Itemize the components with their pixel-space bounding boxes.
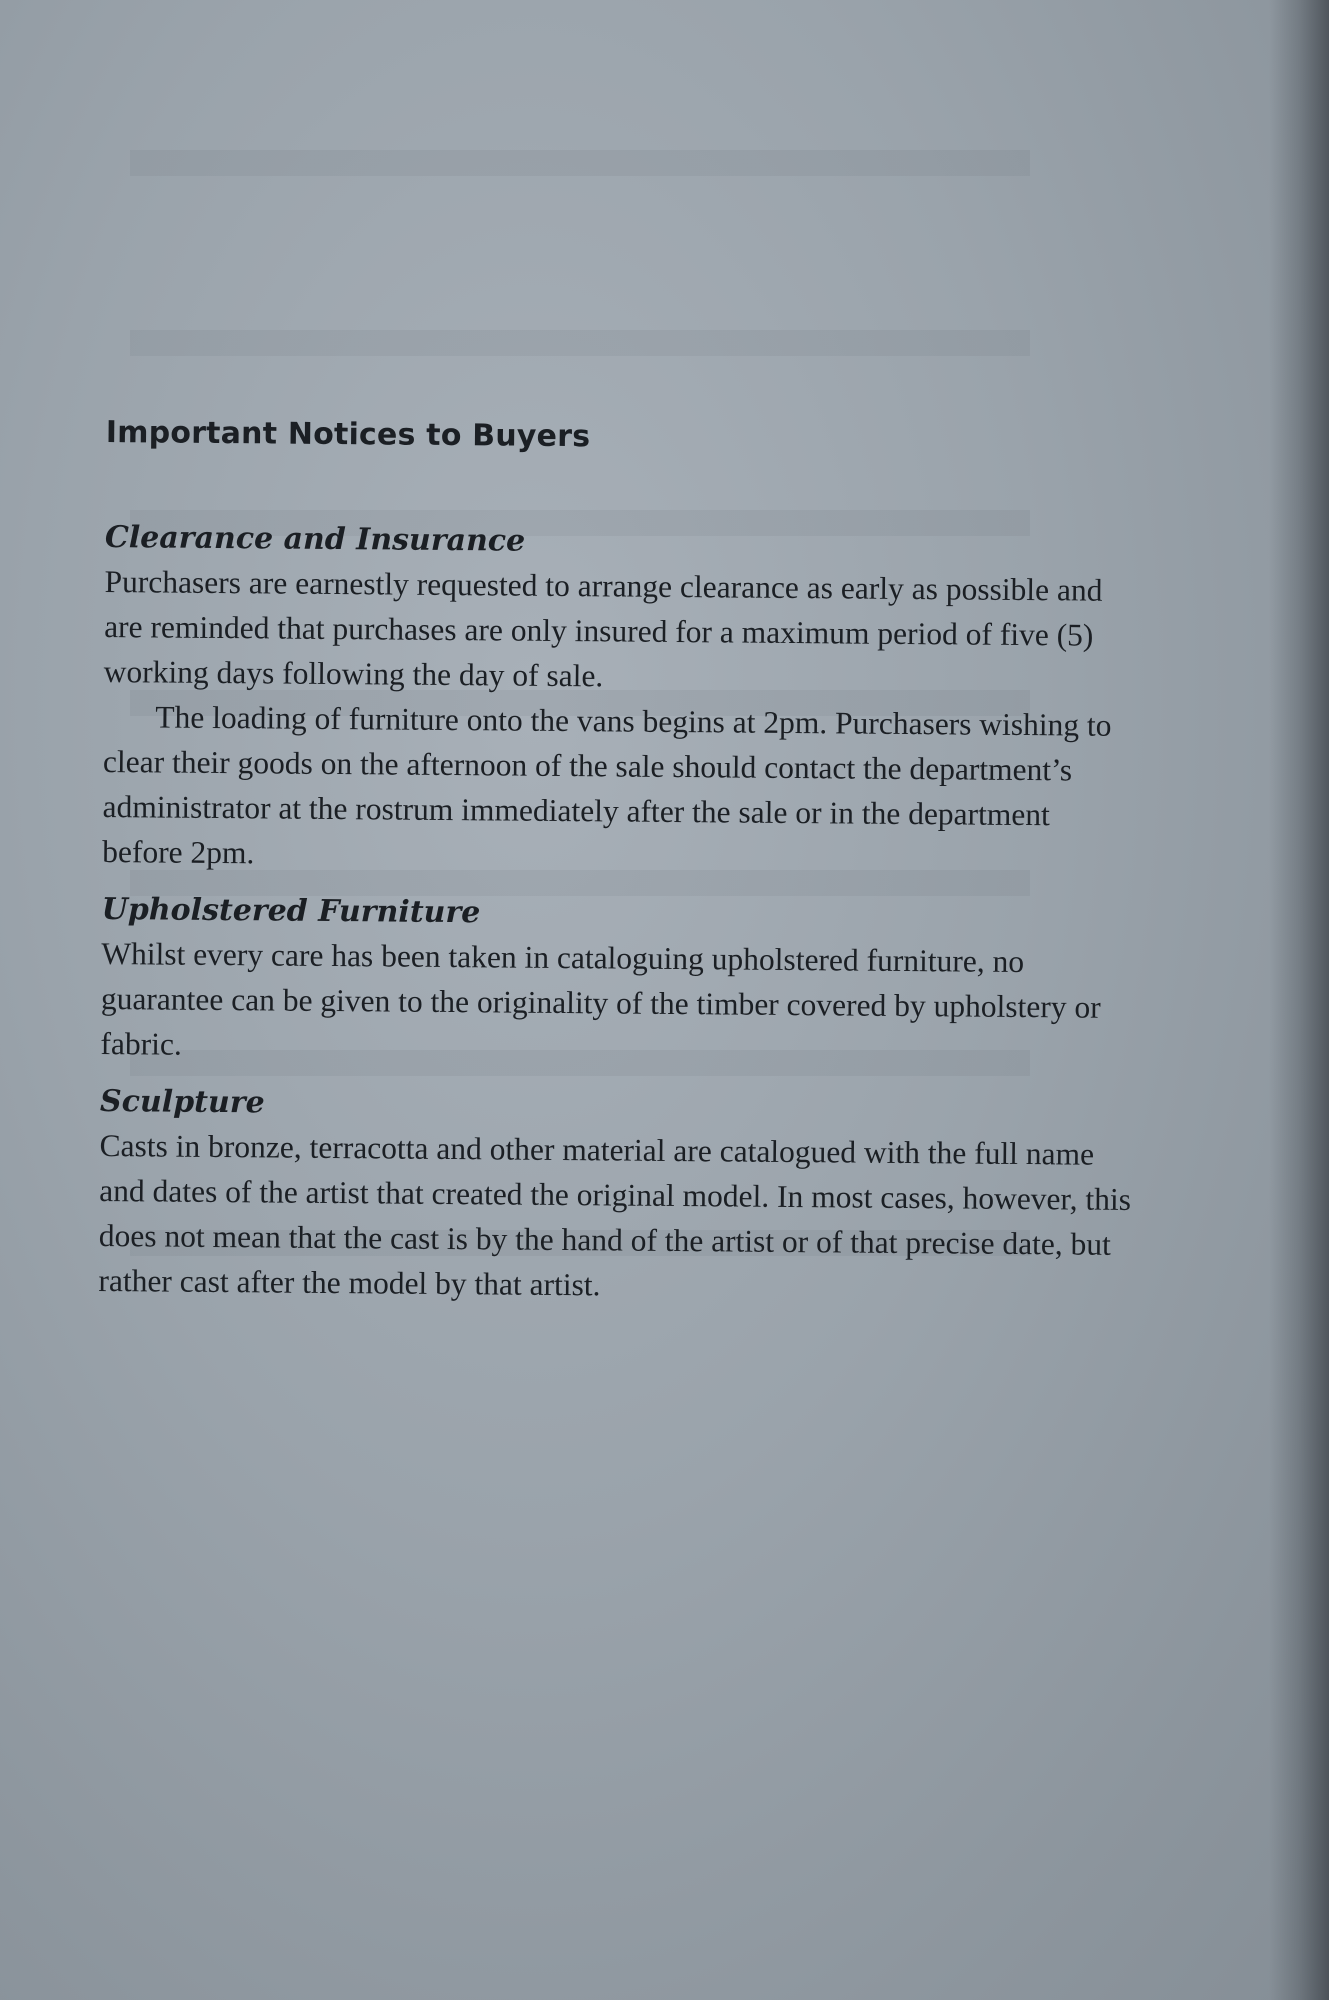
section-sculpture [98, 1084, 1300, 1313]
text-line: does not mean that the cast is by the hand of the artist or of that precise date, but [98, 1217, 1112, 1262]
paragraph [98, 1123, 1300, 1313]
page-title: Important Notices to Buyers [105, 415, 591, 455]
text-line: Casts in bronze, terracotta and other material are catalogued with the full name [99, 1127, 1095, 1172]
text-line: fabric. [100, 1025, 182, 1062]
text-line: guarantee can be given to the originality of the timber covered by upholstery or [100, 980, 1101, 1025]
text-line: Purchasers are earnestly requested to arrange clearance as early as possible and [104, 563, 1103, 608]
text-line: rather cast after the model by that artist. [98, 1262, 601, 1303]
text-line: The loading of furniture onto the vans begins at 2pm. Purchasers wishing to [155, 699, 1112, 743]
text-line: administrator at the rostrum immediately after the sale or in the department [102, 788, 1051, 833]
section-heading: Clearance and Insurance [104, 519, 526, 559]
section-clearance-insurance [102, 520, 1305, 884]
text-line: Whilst every care has been taken in cataloguing upholstered furniture, no [101, 935, 1025, 980]
section-heading: Upholstered Furniture [101, 891, 481, 931]
text-line: before 2pm. [102, 833, 255, 871]
text-line: and dates of the artist that created the original model. In most cases, however, this [99, 1172, 1132, 1217]
section-heading: Sculpture [99, 1083, 265, 1121]
notices-content [98, 415, 1306, 1331]
text-line: clear their goods on the afternoon of the sale should contact the department’s [102, 743, 1073, 788]
paragraph [104, 559, 1305, 704]
paragraph [100, 931, 1301, 1076]
text-line: are reminded that purchases are only insured for a maximum period of five (5) [104, 608, 1094, 653]
paragraph [102, 694, 1304, 884]
section-upholstered-furniture [100, 892, 1301, 1076]
text-line: working days following the day of sale. [103, 653, 604, 694]
